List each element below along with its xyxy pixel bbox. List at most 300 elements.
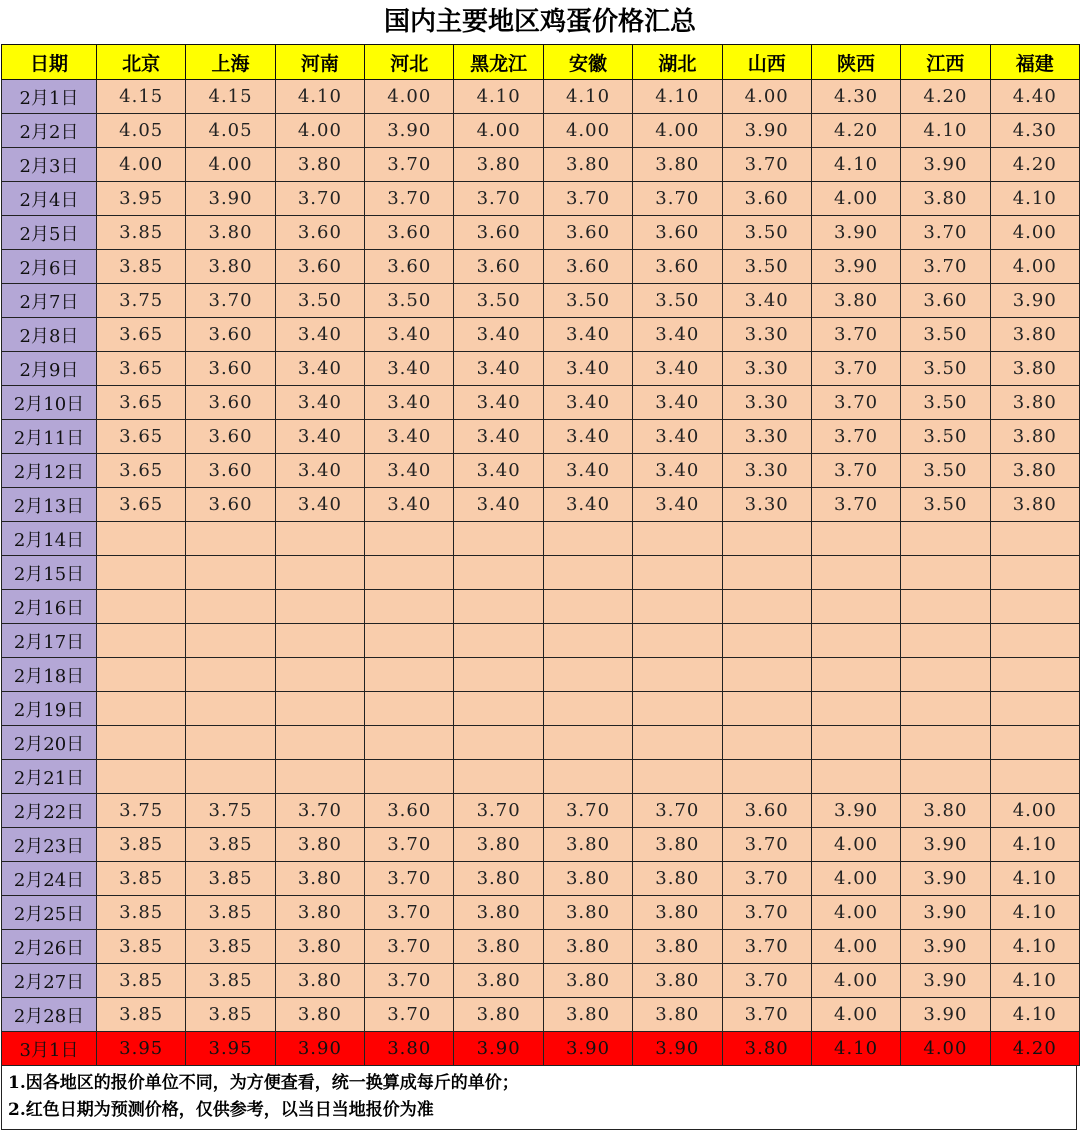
price-cell: 3.50 (901, 318, 990, 352)
price-cell: 3.65 (97, 318, 186, 352)
header-region: 山西 (722, 45, 811, 80)
price-cell: 3.90 (901, 148, 990, 182)
table-row (2, 80, 1080, 114)
price-cell (722, 590, 811, 624)
price-cell (454, 624, 543, 658)
price-cell: 3.70 (365, 964, 454, 998)
price-cell (811, 624, 900, 658)
price-cell: 4.00 (454, 114, 543, 148)
note-1: 1.因各地区的报价单位不同，为方便查看，统一换算成每斤的单价； (8, 1073, 519, 1093)
header-row (2, 45, 1080, 80)
price-cell (275, 692, 364, 726)
table-row (2, 522, 1080, 556)
price-cell: 3.90 (811, 794, 900, 828)
price-cell: 3.40 (633, 386, 722, 420)
price-cell (811, 658, 900, 692)
price-cell (275, 726, 364, 760)
price-cell: 3.50 (901, 352, 990, 386)
price-cell: 3.65 (97, 386, 186, 420)
price-cell: 3.50 (365, 284, 454, 318)
price-cell (275, 556, 364, 590)
price-cell (901, 692, 990, 726)
price-cell: 4.10 (990, 862, 1079, 896)
price-cell: 3.85 (97, 998, 186, 1032)
price-cell: 3.80 (990, 420, 1079, 454)
header-region: 陕西 (811, 45, 900, 80)
price-cell: 3.40 (454, 420, 543, 454)
price-cell (811, 692, 900, 726)
header-region: 黑龙江 (454, 45, 543, 80)
price-cell (633, 726, 722, 760)
price-cell (811, 556, 900, 590)
price-cell (901, 760, 990, 794)
price-cell: 3.60 (633, 216, 722, 250)
price-cell: 3.40 (454, 386, 543, 420)
price-cell: 3.60 (186, 386, 275, 420)
price-cell: 3.60 (186, 420, 275, 454)
price-cell: 4.20 (990, 148, 1079, 182)
price-cell: 3.80 (275, 828, 364, 862)
price-cell: 3.95 (97, 1032, 186, 1066)
price-cell: 3.80 (901, 182, 990, 216)
price-cell (722, 658, 811, 692)
price-cell: 3.40 (633, 488, 722, 522)
price-cell (365, 658, 454, 692)
price-cell: 3.70 (722, 964, 811, 998)
price-cell: 4.00 (811, 896, 900, 930)
price-cell: 3.40 (543, 386, 632, 420)
price-cell: 3.70 (365, 998, 454, 1032)
price-cell: 3.80 (454, 862, 543, 896)
price-cell: 3.75 (97, 284, 186, 318)
price-cell: 4.10 (633, 80, 722, 114)
price-cell: 3.70 (722, 862, 811, 896)
price-cell (454, 556, 543, 590)
price-cell: 3.40 (275, 454, 364, 488)
price-cell: 4.15 (97, 80, 186, 114)
price-cell (990, 522, 1079, 556)
price-cell: 3.85 (97, 250, 186, 284)
price-cell (454, 760, 543, 794)
price-cell: 3.70 (633, 794, 722, 828)
price-cell: 4.00 (811, 998, 900, 1032)
price-cell: 3.85 (186, 896, 275, 930)
price-cell: 3.85 (97, 964, 186, 998)
price-cell (901, 658, 990, 692)
price-cell (990, 692, 1079, 726)
notes (1, 1066, 1077, 1130)
price-cell: 3.40 (275, 420, 364, 454)
price-cell (901, 726, 990, 760)
price-cell: 3.30 (722, 386, 811, 420)
header-region: 上海 (186, 45, 275, 80)
price-cell: 3.70 (186, 284, 275, 318)
price-cell: 3.70 (365, 828, 454, 862)
price-cell: 4.40 (990, 80, 1079, 114)
price-cell: 3.90 (633, 1032, 722, 1066)
price-cell (990, 556, 1079, 590)
row-date: 3月1日 (2, 1032, 97, 1066)
header-date: 日期 (2, 45, 97, 80)
price-cell: 3.65 (97, 488, 186, 522)
price-cell: 3.70 (811, 352, 900, 386)
price-cell (454, 522, 543, 556)
row-date: 2月18日 (2, 658, 97, 692)
table-row (2, 318, 1080, 352)
price-cell: 3.50 (275, 284, 364, 318)
price-cell (811, 726, 900, 760)
price-cell: 3.50 (901, 454, 990, 488)
price-cell: 3.40 (543, 352, 632, 386)
price-cell: 3.40 (543, 420, 632, 454)
price-cell: 3.80 (990, 352, 1079, 386)
table-row (2, 1032, 1080, 1066)
header-region: 福建 (990, 45, 1079, 80)
note-2: 2.红色日期为预测价格，仅供参考，以当日当地报价为准 (8, 1100, 434, 1120)
price-cell: 3.70 (543, 182, 632, 216)
price-cell: 4.00 (811, 862, 900, 896)
price-cell (722, 692, 811, 726)
price-cell: 4.00 (990, 250, 1079, 284)
price-cell (365, 726, 454, 760)
price-cell: 3.85 (97, 862, 186, 896)
price-cell: 3.70 (811, 454, 900, 488)
price-cell (275, 624, 364, 658)
price-cell: 3.80 (543, 964, 632, 998)
price-cell: 3.60 (633, 250, 722, 284)
price-cell: 3.90 (901, 964, 990, 998)
price-cell: 4.00 (633, 114, 722, 148)
price-cell: 3.65 (97, 352, 186, 386)
row-date: 2月19日 (2, 692, 97, 726)
price-cell: 4.10 (901, 114, 990, 148)
price-cell: 3.80 (543, 930, 632, 964)
price-cell (454, 692, 543, 726)
price-cell: 3.40 (365, 454, 454, 488)
price-cell: 3.40 (365, 386, 454, 420)
price-table (1, 44, 1080, 1066)
price-cell: 3.50 (901, 420, 990, 454)
price-cell: 4.20 (990, 1032, 1079, 1066)
price-cell: 3.85 (97, 930, 186, 964)
price-cell: 3.50 (633, 284, 722, 318)
price-cell: 3.70 (811, 386, 900, 420)
price-cell: 3.30 (722, 318, 811, 352)
row-date: 2月27日 (2, 964, 97, 998)
price-cell: 3.75 (97, 794, 186, 828)
price-cell: 3.40 (633, 318, 722, 352)
price-cell: 3.40 (275, 386, 364, 420)
price-cell (454, 590, 543, 624)
price-cell (97, 556, 186, 590)
row-date: 2月13日 (2, 488, 97, 522)
price-cell: 3.90 (901, 862, 990, 896)
price-cell (543, 522, 632, 556)
price-cell: 3.75 (186, 794, 275, 828)
price-cell: 4.10 (811, 148, 900, 182)
price-cell: 3.90 (901, 930, 990, 964)
price-cell: 4.00 (811, 182, 900, 216)
price-cell (275, 590, 364, 624)
price-cell: 3.70 (722, 930, 811, 964)
price-cell (543, 624, 632, 658)
price-cell: 3.40 (454, 352, 543, 386)
price-cell: 4.00 (811, 930, 900, 964)
price-cell (901, 522, 990, 556)
table-row (2, 590, 1080, 624)
row-date: 2月1日 (2, 80, 97, 114)
price-cell: 3.65 (97, 454, 186, 488)
price-cell: 3.65 (97, 420, 186, 454)
price-cell: 3.80 (186, 250, 275, 284)
price-cell: 3.30 (722, 352, 811, 386)
header-region: 安徽 (543, 45, 632, 80)
price-cell: 4.05 (97, 114, 186, 148)
table-row (2, 454, 1080, 488)
price-cell: 3.80 (275, 998, 364, 1032)
price-cell: 3.70 (365, 182, 454, 216)
price-cell (722, 726, 811, 760)
table-row (2, 386, 1080, 420)
price-cell: 3.80 (633, 862, 722, 896)
price-cell: 3.90 (901, 828, 990, 862)
price-cell (633, 590, 722, 624)
price-cell: 3.70 (811, 488, 900, 522)
price-cell (186, 726, 275, 760)
table-row (2, 556, 1080, 590)
price-cell: 3.60 (901, 284, 990, 318)
price-cell: 4.00 (186, 148, 275, 182)
table-row (2, 420, 1080, 454)
price-cell: 3.80 (543, 896, 632, 930)
price-cell (543, 692, 632, 726)
price-cell: 3.90 (811, 250, 900, 284)
price-cell (365, 556, 454, 590)
price-cell: 4.10 (990, 964, 1079, 998)
price-cell: 3.70 (365, 862, 454, 896)
table-row (2, 658, 1080, 692)
price-cell: 4.00 (811, 964, 900, 998)
price-cell: 3.80 (454, 896, 543, 930)
price-cell: 3.60 (186, 454, 275, 488)
price-cell (97, 726, 186, 760)
price-cell: 3.50 (722, 250, 811, 284)
price-cell: 3.80 (454, 148, 543, 182)
header-region: 江西 (901, 45, 990, 80)
price-cell (722, 760, 811, 794)
price-cell: 3.60 (722, 794, 811, 828)
price-cell: 3.80 (990, 488, 1079, 522)
row-date: 2月14日 (2, 522, 97, 556)
price-cell: 3.80 (186, 216, 275, 250)
price-cell: 3.90 (722, 114, 811, 148)
price-cell: 4.15 (186, 80, 275, 114)
price-cell: 3.60 (365, 794, 454, 828)
price-cell (722, 522, 811, 556)
price-cell: 3.60 (543, 250, 632, 284)
price-cell: 3.90 (901, 896, 990, 930)
price-cell: 4.00 (275, 114, 364, 148)
row-date: 2月6日 (2, 250, 97, 284)
price-cell: 3.60 (275, 216, 364, 250)
price-cell (454, 726, 543, 760)
price-cell (365, 522, 454, 556)
price-cell: 3.60 (365, 250, 454, 284)
price-cell: 3.70 (722, 828, 811, 862)
price-cell: 3.40 (365, 488, 454, 522)
table-row (2, 488, 1080, 522)
price-cell (186, 760, 275, 794)
price-cell: 3.80 (454, 930, 543, 964)
row-date: 2月28日 (2, 998, 97, 1032)
table-row (2, 896, 1080, 930)
price-cell (275, 522, 364, 556)
table-row (2, 726, 1080, 760)
price-cell: 3.85 (186, 998, 275, 1032)
price-cell (811, 760, 900, 794)
price-cell: 4.00 (990, 794, 1079, 828)
price-cell: 3.50 (543, 284, 632, 318)
price-cell: 3.30 (722, 454, 811, 488)
table-row (2, 760, 1080, 794)
price-cell (97, 658, 186, 692)
table-row (2, 182, 1080, 216)
price-cell (901, 590, 990, 624)
price-cell: 3.40 (365, 420, 454, 454)
price-cell: 3.80 (543, 862, 632, 896)
price-cell (990, 726, 1079, 760)
price-cell: 3.70 (365, 896, 454, 930)
price-cell: 3.50 (722, 216, 811, 250)
price-cell (186, 624, 275, 658)
row-date: 2月12日 (2, 454, 97, 488)
price-cell (990, 760, 1079, 794)
row-date: 2月20日 (2, 726, 97, 760)
price-cell: 3.60 (275, 250, 364, 284)
price-cell (633, 556, 722, 590)
price-cell (722, 556, 811, 590)
price-cell (633, 658, 722, 692)
price-cell: 3.70 (633, 182, 722, 216)
table-body (2, 80, 1080, 1066)
price-cell: 3.80 (454, 964, 543, 998)
price-cell (543, 658, 632, 692)
price-cell (722, 624, 811, 658)
price-cell: 3.70 (365, 148, 454, 182)
row-date: 2月25日 (2, 896, 97, 930)
price-cell: 3.40 (543, 488, 632, 522)
price-cell (97, 692, 186, 726)
price-cell: 4.30 (811, 80, 900, 114)
price-cell: 4.00 (811, 828, 900, 862)
price-cell: 3.70 (901, 250, 990, 284)
price-cell: 3.90 (990, 284, 1079, 318)
price-cell: 4.10 (275, 80, 364, 114)
row-date: 2月9日 (2, 352, 97, 386)
price-cell (186, 658, 275, 692)
price-cell: 4.10 (990, 930, 1079, 964)
price-cell (901, 556, 990, 590)
row-date: 2月15日 (2, 556, 97, 590)
price-cell: 4.10 (990, 182, 1079, 216)
price-cell (811, 522, 900, 556)
price-cell (543, 590, 632, 624)
price-cell: 3.60 (543, 216, 632, 250)
price-cell: 3.80 (275, 930, 364, 964)
price-cell: 3.80 (633, 828, 722, 862)
price-cell: 4.10 (990, 896, 1079, 930)
price-cell: 3.50 (454, 284, 543, 318)
price-cell: 3.40 (454, 318, 543, 352)
price-cell: 3.85 (186, 828, 275, 862)
price-cell: 3.90 (365, 114, 454, 148)
price-cell: 3.60 (454, 216, 543, 250)
price-cell: 3.70 (275, 182, 364, 216)
price-cell: 3.80 (454, 828, 543, 862)
price-cell: 4.00 (97, 148, 186, 182)
table-row (2, 284, 1080, 318)
price-cell: 3.60 (454, 250, 543, 284)
price-cell: 3.50 (901, 386, 990, 420)
row-date: 2月24日 (2, 862, 97, 896)
price-cell (901, 624, 990, 658)
table-row (2, 624, 1080, 658)
price-cell: 3.80 (633, 964, 722, 998)
row-date: 2月10日 (2, 386, 97, 420)
header-region: 湖北 (633, 45, 722, 80)
price-cell: 3.85 (186, 930, 275, 964)
price-cell: 4.20 (901, 80, 990, 114)
price-cell: 3.40 (543, 454, 632, 488)
price-cell (97, 760, 186, 794)
price-cell: 3.85 (97, 828, 186, 862)
price-cell (365, 760, 454, 794)
price-cell (365, 692, 454, 726)
price-cell: 4.00 (990, 216, 1079, 250)
row-date: 2月23日 (2, 828, 97, 862)
price-cell: 4.00 (722, 80, 811, 114)
price-cell (186, 556, 275, 590)
price-cell: 3.85 (186, 862, 275, 896)
price-cell (97, 522, 186, 556)
price-cell: 3.40 (543, 318, 632, 352)
price-cell: 3.70 (722, 148, 811, 182)
price-cell: 4.00 (901, 1032, 990, 1066)
header-region: 河南 (275, 45, 364, 80)
price-cell (543, 726, 632, 760)
row-date: 2月21日 (2, 760, 97, 794)
price-cell (811, 590, 900, 624)
price-cell (97, 590, 186, 624)
price-cell: 3.80 (633, 930, 722, 964)
price-cell: 3.60 (365, 216, 454, 250)
price-cell: 3.30 (722, 488, 811, 522)
price-cell: 3.70 (275, 794, 364, 828)
price-cell: 3.50 (901, 488, 990, 522)
price-cell: 3.80 (543, 148, 632, 182)
price-cell (543, 556, 632, 590)
table-row (2, 794, 1080, 828)
header-region: 北京 (97, 45, 186, 80)
price-cell: 3.90 (454, 1032, 543, 1066)
price-cell (97, 624, 186, 658)
price-cell (990, 590, 1079, 624)
price-cell: 3.70 (543, 794, 632, 828)
price-cell (633, 692, 722, 726)
price-cell: 3.80 (275, 964, 364, 998)
row-date: 2月16日 (2, 590, 97, 624)
price-cell (275, 658, 364, 692)
